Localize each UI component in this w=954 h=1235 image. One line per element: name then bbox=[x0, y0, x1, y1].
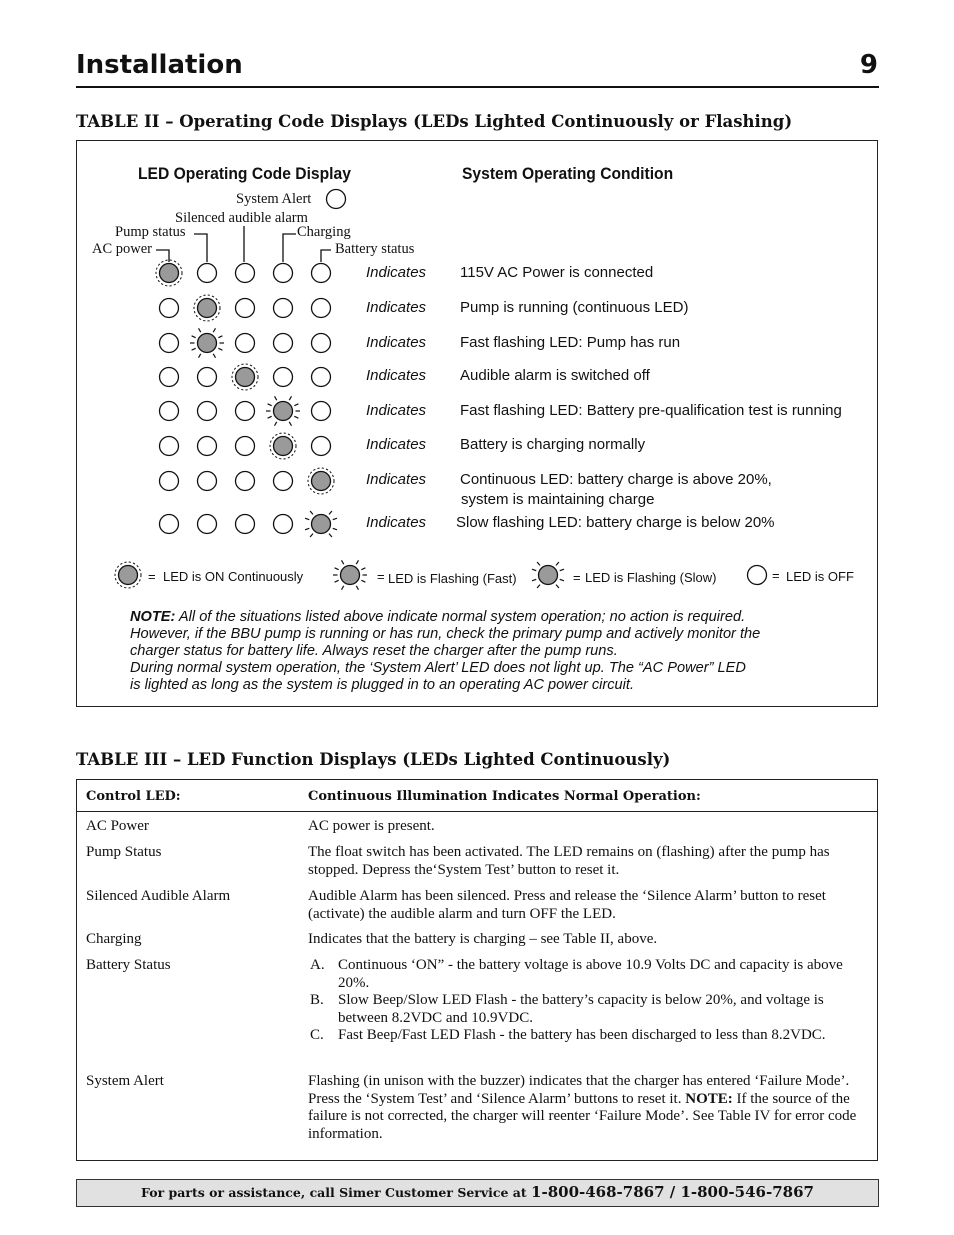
led-on-icon bbox=[115, 562, 141, 588]
led-off-icon bbox=[198, 437, 217, 456]
legend-fast-text: LED is Flashing (Fast) bbox=[388, 571, 517, 586]
led-off-icon bbox=[236, 334, 255, 353]
t3-desc-pump-status: The float switch has been activated. The LED remains on (flashing) after the pump has stopped. Depress the‘System Test’ button to reset it. bbox=[308, 844, 830, 878]
label-pump-status: Pump status bbox=[115, 224, 186, 240]
led-off-icon bbox=[160, 472, 179, 491]
legend-equals: = bbox=[377, 569, 385, 584]
legend-on-text: LED is ON Continuously bbox=[163, 569, 304, 584]
row-condition: Slow flashing LED: battery charge is below 20% bbox=[456, 514, 775, 531]
led-off-icon bbox=[236, 264, 255, 283]
led-slow-icon bbox=[305, 511, 337, 537]
legend-equals: = bbox=[573, 570, 581, 585]
row-condition: Fast flashing LED: Battery pre-qualification test is running bbox=[460, 402, 842, 419]
note-line: is lighted as long as the system is plugged in to an operating AC power circuit. bbox=[130, 677, 635, 693]
led-on-icon bbox=[308, 468, 334, 494]
t3-note-text: If the source of the failure is not corrected, the charger will reenter ‘Failure Mode’. See Table IV for error code information. bbox=[308, 1090, 857, 1142]
list-marker: B. bbox=[310, 992, 324, 1008]
t3-name-system-alert: System Alert bbox=[86, 1073, 164, 1089]
led-on-icon bbox=[232, 364, 258, 390]
led-fast-icon bbox=[333, 560, 367, 589]
led-off-icon bbox=[312, 334, 331, 353]
led-off-icon bbox=[274, 515, 293, 534]
led-off-icon bbox=[160, 515, 179, 534]
led-off-icon bbox=[236, 472, 255, 491]
led-on-icon bbox=[194, 295, 220, 321]
footer-label: For parts or assistance, call Simer Customer Service at bbox=[141, 1185, 532, 1200]
list-marker: A. bbox=[310, 957, 325, 973]
row-indicates: Indicates bbox=[366, 299, 427, 316]
t3-battery-list bbox=[308, 957, 868, 1045]
note-label: NOTE: bbox=[130, 609, 176, 625]
led-off-icon bbox=[198, 472, 217, 491]
legend-off-text: LED is OFF bbox=[786, 569, 854, 584]
list-item bbox=[308, 957, 868, 992]
row-indicates: Indicates bbox=[366, 514, 427, 531]
led-on-icon bbox=[156, 260, 182, 286]
footer-text bbox=[76, 1179, 879, 1207]
row-condition: Audible alarm is switched off bbox=[460, 367, 650, 384]
led-off-icon bbox=[312, 402, 331, 421]
led-off-icon bbox=[236, 515, 255, 534]
row-condition: 115V AC Power is connected bbox=[460, 264, 654, 281]
row-condition: Pump is running (continuous LED) bbox=[460, 299, 689, 316]
table3-header-rule bbox=[76, 811, 878, 812]
legend-equals: = bbox=[772, 568, 780, 583]
led-off-icon bbox=[236, 437, 255, 456]
led-off-icon bbox=[748, 566, 767, 585]
note-line: All of the situations listed above indicate normal system operation; no action is required. bbox=[175, 609, 746, 625]
t3-name-battery-status: Battery Status bbox=[86, 957, 171, 973]
led-off-icon bbox=[198, 515, 217, 534]
led-off-icon bbox=[312, 299, 331, 318]
table3-title: TABLE III – LED Function Displays (LEDs Lighted Continuously) bbox=[76, 750, 671, 769]
led-off-icon bbox=[236, 402, 255, 421]
label-charging: Charging bbox=[297, 224, 351, 240]
led-off-icon bbox=[312, 437, 331, 456]
led-off-icon bbox=[160, 402, 179, 421]
t3-name-charging: Charging bbox=[86, 931, 142, 947]
led-off-icon bbox=[198, 264, 217, 283]
led-on-icon bbox=[270, 433, 296, 459]
t3-name-pump-status: Pump Status bbox=[86, 844, 162, 860]
t3-desc-system-alert bbox=[308, 1073, 868, 1143]
led-off-icon bbox=[160, 299, 179, 318]
led-off-icon bbox=[312, 264, 331, 283]
footer-phone: 1-800-468-7867 / 1-800-546-7867 bbox=[531, 1183, 814, 1201]
led-off-icon bbox=[274, 334, 293, 353]
list-marker: C. bbox=[310, 1027, 324, 1043]
list-text: Fast Beep/Fast LED Flash - the battery has been discharged to less than 8.2VDC. bbox=[338, 1027, 826, 1043]
table2-title: TABLE II – Operating Code Displays (LEDs Lighted Continuously or Flashing) bbox=[76, 112, 793, 131]
row-indicates: Indicates bbox=[366, 471, 427, 488]
list-item bbox=[308, 1027, 868, 1045]
t3-name-ac-power: AC Power bbox=[86, 818, 149, 834]
led-off-icon bbox=[274, 472, 293, 491]
led-slow-icon bbox=[532, 562, 564, 588]
t3-desc-silenced: Audible Alarm has been silenced. Press and release the ‘Silence Alarm’ button to reset (activate) the audible alarm and turn OFF the LED. bbox=[308, 888, 826, 922]
t3-desc-ac-power: AC power is present. bbox=[308, 818, 435, 834]
row-condition: Continuous LED: battery charge is above 20%, bbox=[460, 471, 772, 488]
row-condition: Battery is charging normally bbox=[460, 436, 646, 453]
page-number: 9 bbox=[859, 50, 878, 80]
legend-slow-text: LED is Flashing (Slow) bbox=[585, 570, 717, 585]
t3-note-label: NOTE: bbox=[685, 1090, 733, 1107]
row-indicates: Indicates bbox=[366, 436, 427, 453]
led-off-icon bbox=[274, 299, 293, 318]
led-fast-icon bbox=[190, 328, 224, 357]
row-condition-line2: system is maintaining charge bbox=[461, 491, 655, 508]
note-line: charger status for battery life. Always reset the charger after the pump runs. bbox=[130, 643, 618, 659]
label-battery-status: Battery status bbox=[335, 241, 415, 257]
led-off-icon bbox=[160, 437, 179, 456]
list-text: Slow Beep/Slow LED Flash - the battery’s capacity is below 20%, and voltage is between 8.2VDC and 10.9VDC. bbox=[338, 992, 824, 1026]
row-indicates: Indicates bbox=[366, 334, 427, 351]
led-off-icon bbox=[312, 368, 331, 387]
led-off-icon bbox=[160, 368, 179, 387]
col-condition-heading: System Operating Condition bbox=[462, 164, 674, 183]
list-item bbox=[308, 992, 868, 1027]
led-off-icon bbox=[274, 264, 293, 283]
led-off-icon bbox=[198, 402, 217, 421]
led-fast-icon bbox=[266, 396, 300, 425]
led-off-icon bbox=[198, 368, 217, 387]
led-off-icon bbox=[236, 299, 255, 318]
t3-desc-charging: Indicates that the battery is charging – see Table II, above. bbox=[308, 931, 658, 947]
col-led-heading: LED Operating Code Display bbox=[138, 164, 351, 183]
t3-system-alert-text: Flashing (in unison with the buzzer) indicates that the charger has entered ‘Failure Mode’. Press the ‘System Test’ and ‘Silence Alarm’ buttons to reset it. bbox=[308, 1073, 850, 1107]
table3-head-left: Control LED: bbox=[86, 789, 181, 804]
note-line: However, if the BBU pump is running or has run, check the primary pump and actively monitor the bbox=[130, 626, 761, 642]
led-off-icon bbox=[160, 334, 179, 353]
t3-name-silenced: Silenced Audible Alarm bbox=[86, 888, 231, 904]
row-indicates: Indicates bbox=[366, 264, 427, 281]
row-indicates: Indicates bbox=[366, 402, 427, 419]
row-indicates: Indicates bbox=[366, 367, 427, 384]
page-title: Installation bbox=[76, 50, 243, 80]
note-line: During normal system operation, the ‘System Alert’ LED does not light up. The “AC Power” LED bbox=[130, 660, 746, 676]
table3-head-right: Continuous Illumination Indicates Normal Operation: bbox=[308, 789, 701, 804]
label-system-alert: System Alert bbox=[236, 191, 312, 207]
list-text: Continuous ‘ON” - the battery voltage is above 10.9 Volts DC and capacity is above 20%. bbox=[338, 957, 843, 991]
table2-note bbox=[130, 609, 850, 694]
label-silenced-alarm: Silenced audible alarm bbox=[175, 210, 308, 226]
label-ac-power: AC power bbox=[92, 241, 153, 257]
row-condition: Fast flashing LED: Pump has run bbox=[460, 334, 681, 351]
legend-equals: = bbox=[148, 569, 156, 584]
led-off-icon bbox=[274, 368, 293, 387]
